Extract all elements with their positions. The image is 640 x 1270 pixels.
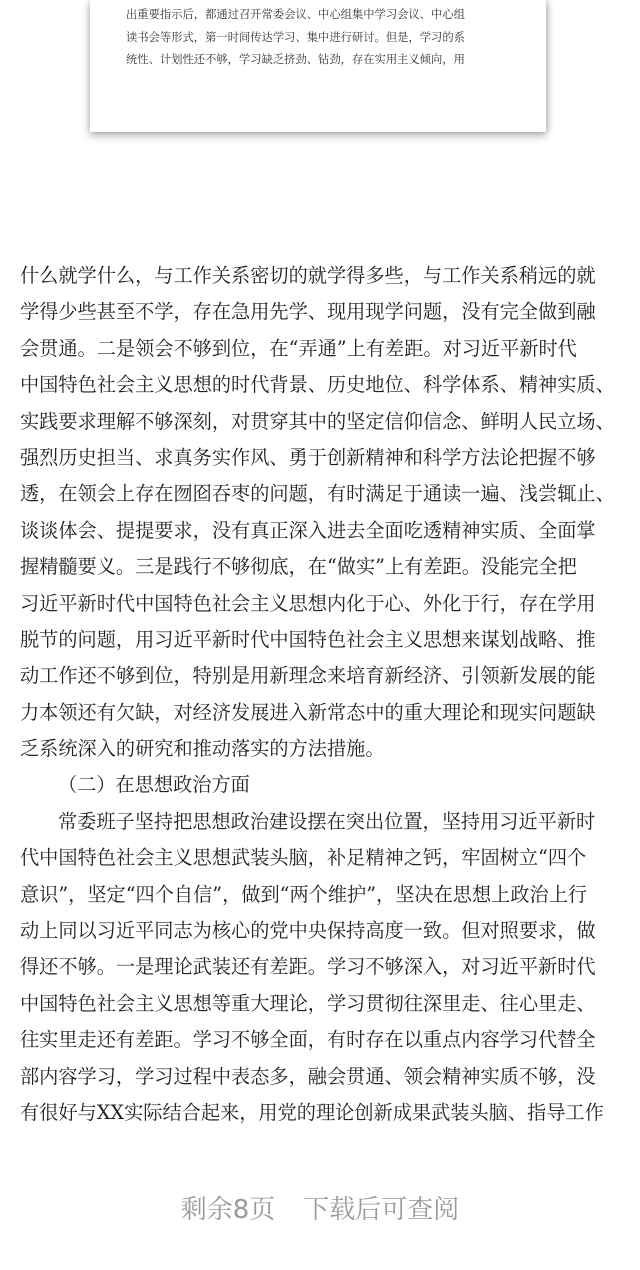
body-line: 习近平新时代中国特色社会主义思想内化于心、外化于行，存在学用 — [20, 591, 596, 615]
download-prompt[interactable] — [0, 1180, 640, 1240]
body-line: 往实里走还有差距。学习不够全面，有时存在以重点内容学习代替全 — [20, 1028, 596, 1052]
download-to-view-label[interactable]: 下载后可查阅 — [303, 1195, 460, 1225]
body-line: 常委班子坚持把思想政治建设摆在突出位置，坚持用习近平新时 — [58, 809, 596, 833]
body-line: 乏系统深入的研究和推动落实的方法措施。 — [20, 737, 385, 761]
remaining-pages-label[interactable]: 剩余8页 — [180, 1195, 276, 1225]
body-line: 中国特色社会主义思想的时代背景、历史地位、科学体系、精神实质、 — [20, 373, 615, 397]
body-line: 强烈历史担当、求真务实作风、勇于创新精神和科学方法论把握不够 — [20, 445, 596, 469]
body-line: 意识”，坚定“四个自信”，做到“两个维护”，坚决在思想上政治上行 — [20, 882, 588, 906]
body-line: 得还不够。一是理论武装还有差距。学习不够深入，对习近平新时代 — [20, 955, 596, 979]
body-line: 会贯通。二是领会不够到位，在“弄通”上有差距。对习近平新时代 — [20, 336, 577, 360]
body-line: 中国特色社会主义思想等重大理论，学习贯彻往深里走、往心里走、 — [20, 991, 596, 1015]
body-line: 动工作还不够到位，特别是用新理念来培育新经济、引领新发展的能 — [20, 664, 596, 688]
body-line: 透，在领会上存在囫囵吞枣的问题，有时满足于通读一遍、浅尝辄止、 — [20, 482, 615, 506]
document-body — [20, 258, 626, 1131]
preview-line: 读书会等形式，第一时间传达学习、集中进行研讨。但是，学习的系 — [126, 30, 465, 44]
body-line: 实践要求理解不够深刻，对贯穿其中的坚定信仰信念、鲜明人民立场、 — [20, 409, 615, 433]
body-line: 部内容学习，学习过程中表态多，融会贯通、领会精神实质不够，没 — [20, 1064, 596, 1088]
body-line: 力本领还有欠缺，对经济发展进入新常态中的重大理论和现实问题缺 — [20, 700, 596, 724]
body-line: 握精髓要义。三是践行不够彻底，在“做实”上有差距。没能完全把 — [20, 555, 577, 579]
preview-text — [126, 4, 518, 72]
document-preview-card — [90, 0, 546, 132]
body-line: 谈谈体会、提提要求，没有真正深入进去全面吃透精神实质、全面掌 — [20, 518, 596, 542]
body-line: 有很好与XX实际结合起来，用党的理论创新成果武装头脑、指导工作 — [20, 1100, 604, 1124]
preview-line: 统性、计划性还不够，学习缺乏挤劲、钻劲，存在实用主义倾向，用 — [126, 53, 465, 66]
preview-line: 出重要指示后，都通过召开常委会议、中心组集中学习会议、中心组 — [126, 8, 465, 21]
body-line: 脱节的问题，用习近平新时代中国特色社会主义思想来谋划战略、推 — [20, 627, 596, 651]
body-line: 动上同以习近平同志为核心的党中央保持高度一致。但对照要求，做 — [20, 919, 596, 943]
body-line: 学得少些甚至不学，存在急用先学、现用现学问题，没有完全做到融 — [20, 300, 596, 324]
section-heading: （二）在思想政治方面 — [58, 773, 250, 797]
body-line: 代中国特色社会主义思想武装头脑，补足精神之钙，牢固树立“四个 — [20, 846, 587, 870]
body-line: 什么就学什么，与工作关系密切的就学得多些，与工作关系稍远的就 — [20, 264, 596, 287]
